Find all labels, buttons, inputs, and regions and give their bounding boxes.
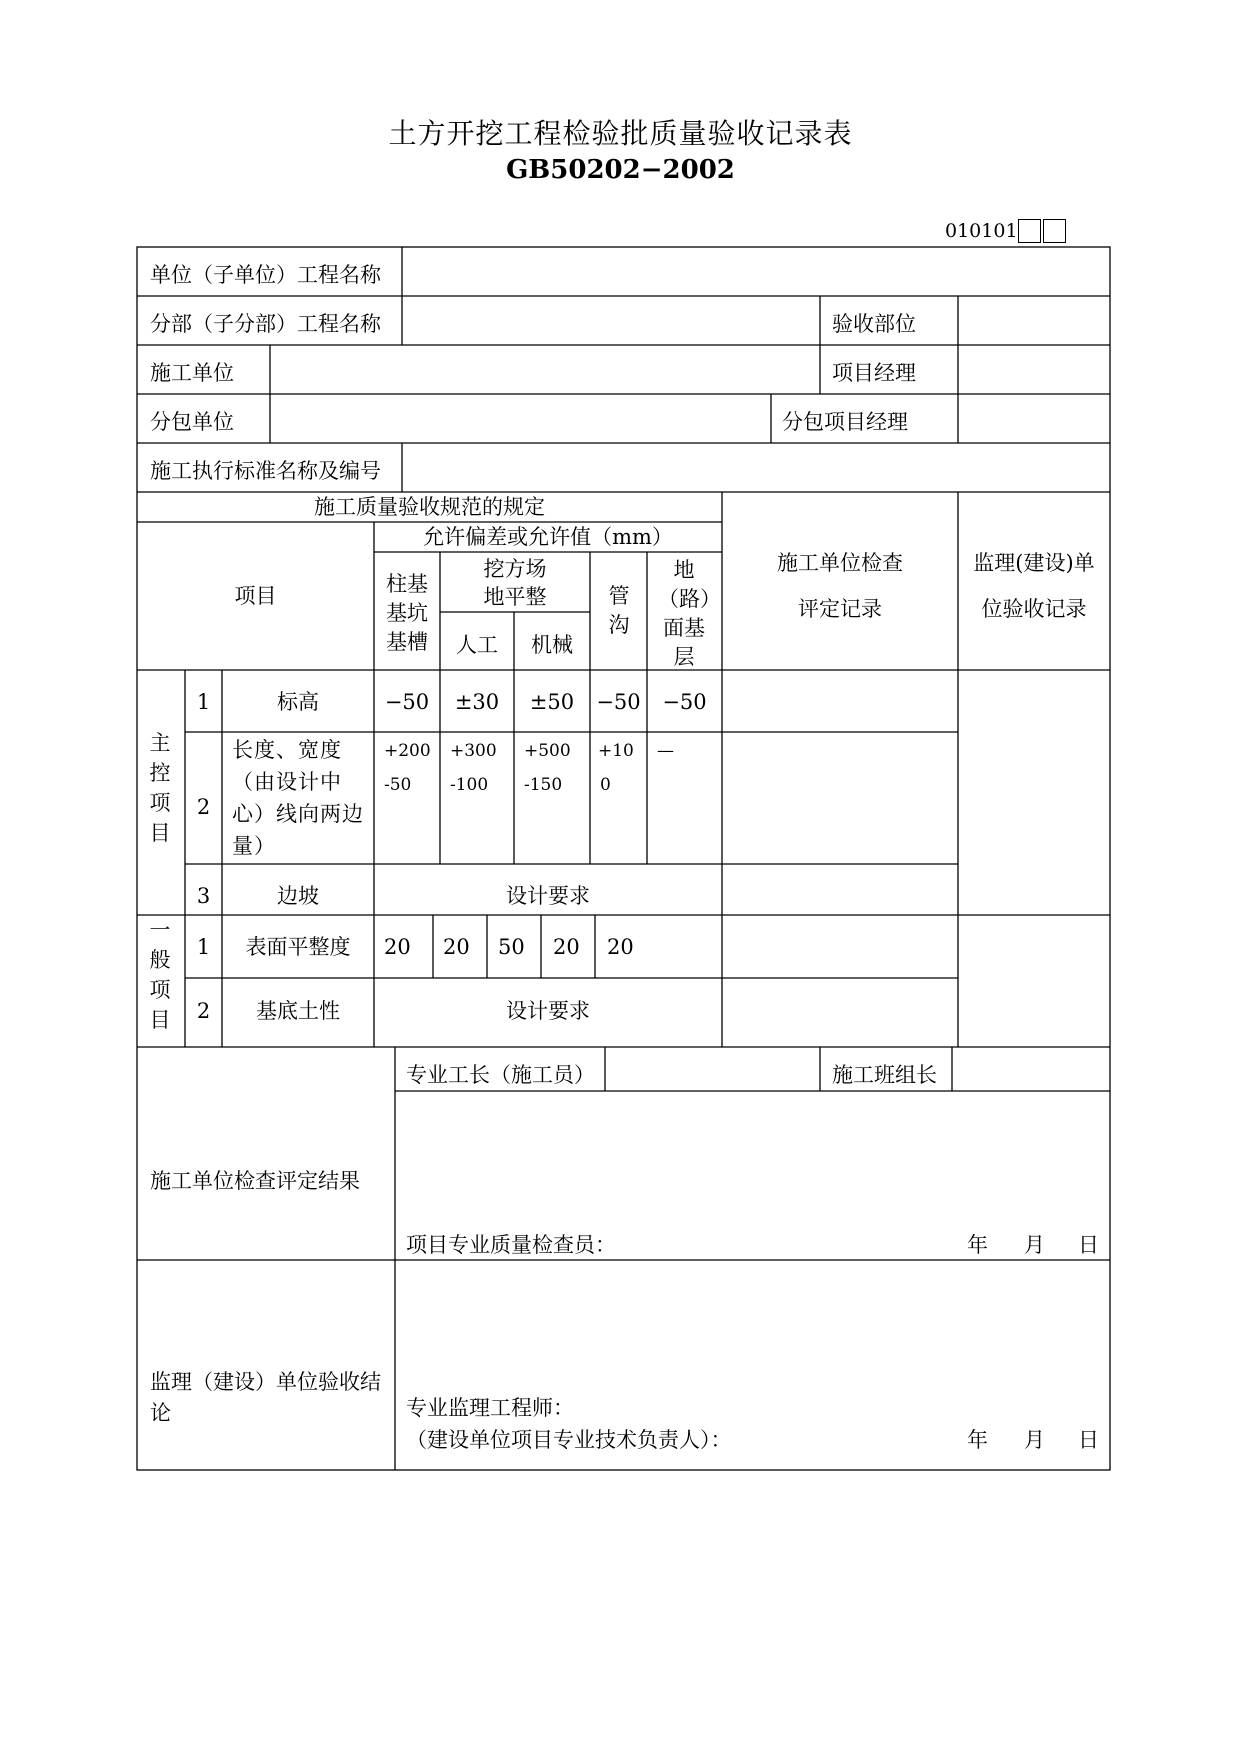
main-row1-v4: −50 bbox=[596, 690, 641, 714]
label-subcontract-unit: 分包单位 bbox=[150, 410, 234, 434]
main-row2-v2a: +300 bbox=[450, 741, 497, 761]
col-road-header: 地（路）面基层 bbox=[658, 558, 721, 669]
main-row3-merged: 设计要求 bbox=[506, 884, 590, 908]
construction-day: 日 bbox=[1078, 1233, 1099, 1257]
label-unit-project-name: 单位（子单位）工程名称 bbox=[150, 263, 381, 287]
main-row1-name: 标高 bbox=[277, 690, 319, 714]
col-manual-header: 人工 bbox=[456, 633, 498, 657]
supervision-year: 年 bbox=[967, 1428, 988, 1452]
col-site-header-line1: 挖方场 bbox=[483, 557, 547, 581]
form-code: 010101 bbox=[945, 220, 1018, 242]
main-row1-v5: −50 bbox=[662, 690, 707, 714]
main-row1-no: 1 bbox=[196, 690, 211, 714]
supervision-month: 月 bbox=[1024, 1428, 1045, 1452]
supervisor-record-header-line2: 位验收记录 bbox=[981, 597, 1087, 621]
check-record-header-line2: 评定记录 bbox=[798, 597, 882, 621]
main-items-group-label: 主控项目 bbox=[149, 731, 171, 845]
col-site-header-line2: 地平整 bbox=[483, 585, 547, 609]
col-machine-header: 机械 bbox=[531, 633, 573, 657]
label-subcontract-pm: 分包项目经理 bbox=[782, 410, 908, 434]
general-row1-no: 1 bbox=[196, 935, 211, 959]
item-header: 项目 bbox=[234, 584, 277, 608]
main-row2-no: 2 bbox=[196, 795, 211, 819]
label-construction-unit: 施工单位 bbox=[150, 361, 234, 385]
main-row1-v2: ±30 bbox=[454, 690, 500, 714]
general-items-group-label: 一般项目 bbox=[149, 918, 171, 1032]
label-project-manager: 项目经理 bbox=[832, 361, 916, 385]
owner-rep-label: （建设单位项目专业技术负责人）： bbox=[406, 1428, 732, 1452]
main-row2-name: 长度、宽度（由设计中心）线向两边量） bbox=[232, 738, 364, 858]
supervision-result-label: 监理（建设）单位验收结论 bbox=[150, 1370, 381, 1425]
main-row2-v2b: -100 bbox=[450, 775, 489, 795]
standard-code: GB50202−2002 bbox=[506, 155, 735, 185]
main-row2-v5: — bbox=[657, 741, 674, 761]
main-row2-v1a: +200 bbox=[384, 741, 431, 761]
label-acceptance-part: 验收部位 bbox=[832, 312, 916, 336]
general-row1-v5: 20 bbox=[607, 935, 634, 959]
form-title: 土方开挖工程检验批质量验收记录表 bbox=[388, 117, 853, 150]
general-row2-name: 基底土性 bbox=[256, 999, 340, 1023]
main-row2-v4b: 0 bbox=[600, 775, 611, 795]
general-row2-merged: 设计要求 bbox=[506, 999, 590, 1023]
general-row1-v2: 20 bbox=[443, 935, 470, 959]
team-leader-label: 施工班组长 bbox=[832, 1063, 937, 1087]
general-row1-name: 表面平整度 bbox=[245, 935, 351, 959]
main-row1-v1: −50 bbox=[384, 690, 430, 714]
inspector-label: 项目专业质量检查员： bbox=[406, 1233, 616, 1257]
label-division-project-name: 分部（子分部）工程名称 bbox=[150, 312, 381, 336]
construction-year: 年 bbox=[967, 1233, 988, 1257]
main-row1-v3: ±50 bbox=[529, 690, 575, 714]
supervising-engineer-label: 专业监理工程师： bbox=[406, 1396, 574, 1420]
col-pipe-header: 管沟 bbox=[608, 584, 630, 637]
main-row2-v1b: -50 bbox=[384, 775, 412, 795]
supervisor-record-header-line1: 监理(建设)单 bbox=[973, 551, 1095, 575]
supervision-day: 日 bbox=[1078, 1428, 1099, 1452]
tolerance-title: 允许偏差或允许值（mm） bbox=[423, 525, 673, 549]
general-row2-no: 2 bbox=[196, 999, 211, 1023]
main-row3-no: 3 bbox=[196, 884, 211, 908]
col-pit-header: 柱基基坑基槽 bbox=[386, 572, 428, 654]
main-row3-name: 边坡 bbox=[277, 884, 319, 908]
main-row2-v4a: +10 bbox=[598, 741, 634, 761]
construction-result-label: 施工单位检查评定结果 bbox=[150, 1169, 360, 1193]
check-record-header-line1: 施工单位检查 bbox=[777, 551, 903, 575]
main-row2-v3a: +500 bbox=[524, 741, 571, 761]
main-row2-v3b: -150 bbox=[524, 775, 563, 795]
general-row1-v4: 20 bbox=[553, 935, 580, 959]
spec-title: 施工质量验收规范的规定 bbox=[314, 495, 545, 519]
label-standard-name: 施工执行标准名称及编号 bbox=[150, 459, 381, 483]
general-row1-v3: 50 bbox=[498, 935, 525, 959]
foreman-label: 专业工长（施工员） bbox=[406, 1063, 595, 1087]
general-row1-v1: 20 bbox=[384, 935, 411, 959]
construction-month: 月 bbox=[1024, 1233, 1045, 1257]
